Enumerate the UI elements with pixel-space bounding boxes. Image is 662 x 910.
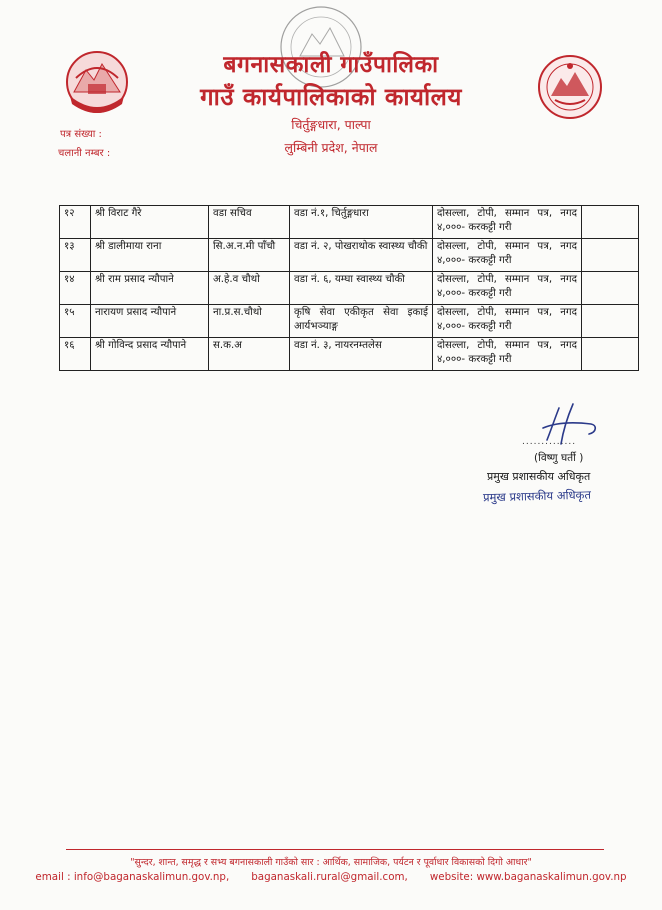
recipient-designation: अ.हे.व चौथो — [209, 272, 290, 305]
serial-number: १४ — [60, 272, 91, 305]
recipient-name: नारायण प्रसाद न्यौपाने — [91, 305, 209, 338]
letter-no-label: पत्र संख्या : — [60, 129, 102, 140]
award-details: दोसल्ला, टोपी, सम्मान पत्र, नगद ४,०००- करकट्टी गरी — [433, 338, 582, 371]
recipient-designation: स.क.अ — [209, 338, 290, 371]
recipient-designation: सि.अ.न.मी पाँचौ — [209, 239, 290, 272]
award-details: दोसल्ला, टोपी, सम्मान पत्र, नगद ४,०००- करकट्टी गरी — [433, 239, 582, 272]
award-details: दोसल्ला, टोपी, सम्मान पत्र, नगद ४,०००- करकट्टी गरी — [433, 272, 582, 305]
recipient-office: वडा नं. २, पोखराथोक स्वास्थ्य चौकी — [290, 239, 433, 272]
remarks-cell — [582, 338, 639, 371]
award-details: दोसल्ला, टोपी, सम्मान पत्र, नगद ४,०००- करकट्टी गरी — [433, 206, 582, 239]
remarks-cell — [582, 305, 639, 338]
serial-number: १६ — [60, 338, 91, 371]
serial-number: १३ — [60, 239, 91, 272]
org-name: बगनासकाली गाउँपालिका — [223, 52, 439, 78]
gmail-link[interactable]: baganaskali.rural@gmail.com, — [251, 871, 408, 883]
recipient-name: श्री विराट गैरे — [91, 206, 209, 239]
office-location: चिर्तुङ्गधारा, पाल्पा — [291, 117, 371, 132]
footer-divider — [66, 849, 604, 850]
official-email-link[interactable]: email : info@baganaskalimun.gov.np, — [35, 871, 230, 883]
footer-contact — [0, 871, 662, 883]
table-row — [60, 239, 639, 272]
serial-number: १२ — [60, 206, 91, 239]
award-recipients-table — [59, 205, 639, 371]
website-link[interactable]: website: www.baganaskalimun.gov.np — [429, 871, 627, 883]
signatory-title: प्रमुख प्रशासकीय अधिकृत — [487, 470, 591, 483]
footer-motto: "सुन्दर, शान्त, समृद्ध र सभ्य बगनासकाली गाउँको सार : आर्थिक, सामाजिक, पर्यटन र पूर्वाधार विकासको दिगो आधार" — [130, 857, 532, 868]
table-row — [60, 305, 639, 338]
signatory-name: (विष्णु घर्ती ) — [534, 452, 584, 464]
table-row — [60, 206, 639, 239]
remarks-cell — [582, 272, 639, 305]
award-details: दोसल्ला, टोपी, सम्मान पत्र, नगद ४,०००- करकट्टी गरी — [433, 305, 582, 338]
recipient-name: श्री गोविन्द प्रसाद न्यौपाने — [91, 338, 209, 371]
recipient-designation: ना.प्र.स.चौथो — [209, 305, 290, 338]
remarks-cell — [582, 206, 639, 239]
remarks-cell — [582, 239, 639, 272]
table-row — [60, 338, 639, 371]
recipient-office: वडा नं. ६, यम्घा स्वास्थ्य चौकी — [290, 272, 433, 305]
recipient-office: कृषि सेवा एकीकृत सेवा इकाई आर्यभञ्याङ्ग — [290, 305, 433, 338]
recipient-name: श्री डालीमाया राना — [91, 239, 209, 272]
signature-line: .............. — [522, 437, 577, 447]
dispatch-no-label: चलानी नम्बर : — [58, 148, 111, 159]
designation-stamp: प्रमुख प्रशासकीय अधिकृत — [482, 487, 592, 505]
table-row — [60, 272, 639, 305]
recipient-office: वडा नं. ३, नायरनम्तलेस — [290, 338, 433, 371]
recipient-name: श्री राम प्रसाद न्यौपाने — [91, 272, 209, 305]
recipient-designation: वडा सचिव — [209, 206, 290, 239]
office-name: गाउँ कार्यपालिकाको कार्यालय — [200, 83, 462, 111]
province-label: लुम्बिनी प्रदेश, नेपाल — [284, 140, 378, 155]
recipient-office: वडा नं.१, चिर्तुङ्गधारा — [290, 206, 433, 239]
serial-number: १५ — [60, 305, 91, 338]
